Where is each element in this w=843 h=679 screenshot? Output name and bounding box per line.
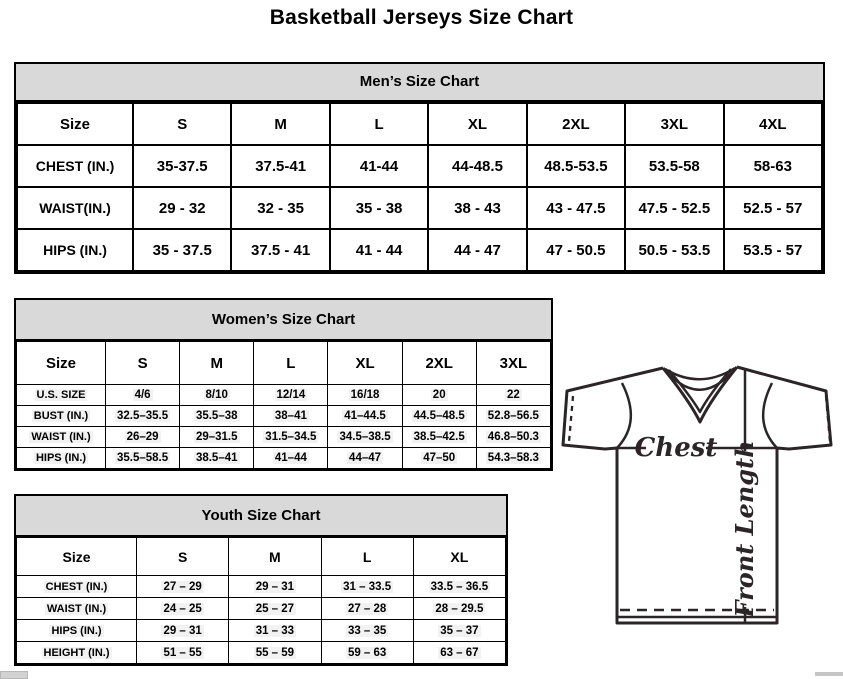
value-cell — [476, 427, 550, 448]
table-row — [17, 598, 506, 620]
value-cell: 53.5 - 57 — [724, 229, 822, 271]
value-cell: 41-44 — [330, 145, 428, 187]
value-cell — [402, 385, 476, 406]
value-cell — [413, 620, 505, 642]
value-cell: 35-37.5 — [133, 145, 231, 187]
value-cell — [254, 406, 328, 427]
cell-text: 31 – 33 — [255, 624, 295, 637]
column-header: Size — [17, 538, 137, 576]
value-cell: 50.5 - 53.5 — [625, 229, 723, 271]
column-header: L — [321, 538, 413, 576]
cell-text: 8/10 — [205, 389, 228, 401]
cell-text: 35 – 37 — [440, 624, 479, 637]
youth-table-grid — [16, 537, 506, 664]
cell-text: 38.5–42.5 — [413, 431, 465, 443]
value-cell: 44-48.5 — [428, 145, 526, 187]
value-cell — [328, 448, 402, 469]
column-header: L — [330, 103, 428, 145]
cell-text: 22 — [506, 389, 520, 401]
value-cell — [328, 406, 402, 427]
youth-size-table — [14, 494, 508, 666]
table-row — [17, 642, 506, 664]
row-label-cell — [17, 385, 106, 406]
cell-text: 46.8–50.3 — [487, 431, 539, 443]
page-title: Basketball Jerseys Size Chart — [269, 6, 574, 29]
row-label-cell — [17, 406, 106, 427]
cell-text: 27 – 28 — [347, 602, 387, 615]
value-cell — [321, 642, 413, 664]
cell-text: 28 – 29.5 — [435, 602, 484, 615]
womens-size-table — [14, 298, 553, 471]
row-label-cell: WAIST(IN.) — [17, 187, 133, 229]
size-header-row — [17, 538, 506, 576]
cell-text: 26–29 — [126, 431, 159, 443]
size-header-row — [17, 103, 822, 145]
value-cell — [402, 448, 476, 469]
table-row — [17, 145, 822, 187]
column-header: 2XL — [527, 103, 625, 145]
value-cell — [229, 598, 321, 620]
cell-text: 35.5–38 — [195, 410, 238, 422]
cell-text: U.S. SIZE — [36, 389, 86, 401]
cell-text: 29 – 31 — [163, 624, 202, 637]
cell-text: 25 – 27 — [255, 602, 295, 615]
cell-text: 59 – 63 — [347, 646, 387, 659]
value-cell: 37.5 - 41 — [231, 229, 329, 271]
cell-text: 4/6 — [134, 389, 151, 401]
value-cell — [137, 620, 229, 642]
value-cell: 35 - 38 — [330, 187, 428, 229]
value-cell: 38 - 43 — [428, 187, 526, 229]
value-cell — [413, 598, 505, 620]
cell-text: 29–31.5 — [195, 431, 238, 443]
value-cell: 35 - 37.5 — [133, 229, 231, 271]
value-cell: 52.5 - 57 — [724, 187, 822, 229]
value-cell — [328, 427, 402, 448]
front-length-label: Front Length — [730, 440, 759, 618]
row-label-cell — [17, 598, 137, 620]
value-cell: 37.5-41 — [231, 145, 329, 187]
value-cell — [476, 406, 550, 427]
value-cell: 41 - 44 — [330, 229, 428, 271]
value-cell — [413, 576, 505, 598]
value-cell: 47 - 50.5 — [527, 229, 625, 271]
cell-text: WAIST (IN.) — [46, 602, 107, 615]
cell-text: 31.5–34.5 — [265, 431, 317, 443]
cell-text: 52.8–56.5 — [487, 410, 539, 422]
cell-text: 34.5–38.5 — [339, 431, 391, 443]
row-label-cell — [17, 427, 106, 448]
cuff-stitch-left — [569, 396, 573, 442]
value-cell — [229, 576, 321, 598]
youth-table-title: Youth Size Chart — [16, 496, 506, 537]
cell-text: 41–44.5 — [344, 410, 386, 422]
cell-text: CHEST (IN.) — [45, 580, 108, 593]
cell-text: HIPS (IN.) — [51, 624, 102, 637]
table-row — [17, 620, 506, 642]
scrollbar-fragment-left[interactable] — [0, 671, 28, 679]
value-cell — [321, 576, 413, 598]
column-header: XL — [328, 342, 402, 385]
cell-text: 32.5–35.5 — [116, 410, 169, 422]
value-cell — [137, 576, 229, 598]
value-cell: 32 - 35 — [231, 187, 329, 229]
cell-text: 63 – 67 — [440, 646, 479, 659]
cell-text: 35.5–58.5 — [116, 452, 169, 464]
value-cell: 43 - 47.5 — [527, 187, 625, 229]
table-row — [17, 406, 551, 427]
cell-text: WAIST (IN.) — [31, 431, 91, 443]
cell-text: 16/18 — [350, 389, 380, 401]
cell-text: 44–47 — [349, 452, 382, 464]
table-row — [17, 385, 551, 406]
cell-text: 33.5 – 36.5 — [430, 580, 489, 593]
cell-text: 12/14 — [276, 389, 306, 401]
column-header: S — [133, 103, 231, 145]
table-row — [17, 448, 551, 469]
column-header: M — [229, 538, 321, 576]
cell-text: 33 – 35 — [347, 624, 387, 637]
value-cell — [229, 620, 321, 642]
value-cell — [137, 598, 229, 620]
value-cell — [476, 448, 550, 469]
column-header: M — [180, 342, 254, 385]
value-cell — [106, 427, 180, 448]
column-header: 3XL — [476, 342, 550, 385]
value-cell — [402, 406, 476, 427]
column-header: Size — [17, 103, 133, 145]
value-cell — [106, 385, 180, 406]
column-header: S — [137, 538, 229, 576]
value-cell — [254, 385, 328, 406]
value-cell: 47.5 - 52.5 — [625, 187, 723, 229]
cell-text: 47–50 — [423, 452, 456, 464]
cell-text: 41–44 — [274, 452, 307, 464]
chest-label: Chest — [634, 433, 718, 463]
cell-text: 54.3–58.3 — [487, 452, 539, 464]
value-cell — [254, 448, 328, 469]
mens-table-title: Men’s Size Chart — [16, 64, 823, 102]
column-header: XL — [428, 103, 526, 145]
jersey-measurement-diagram — [556, 356, 843, 648]
value-cell — [321, 620, 413, 642]
value-cell: 29 - 32 — [133, 187, 231, 229]
value-cell — [254, 427, 328, 448]
column-header: M — [231, 103, 329, 145]
value-cell — [328, 385, 402, 406]
value-cell: 48.5-53.5 — [527, 145, 625, 187]
row-label-cell — [17, 448, 106, 469]
table-row — [17, 427, 551, 448]
armhole-seam-right — [763, 383, 777, 448]
cell-text: 31 – 33.5 — [343, 580, 392, 593]
column-header: 4XL — [724, 103, 822, 145]
value-cell — [180, 427, 254, 448]
value-cell — [476, 385, 550, 406]
value-cell — [402, 427, 476, 448]
cell-text: 38.5–41 — [195, 452, 238, 464]
value-cell — [180, 406, 254, 427]
cell-text: 29 – 31 — [255, 580, 295, 593]
cell-text: HEIGHT (IN.) — [43, 646, 110, 659]
value-cell — [180, 448, 254, 469]
value-cell — [413, 642, 505, 664]
armhole-seam-left — [617, 383, 631, 448]
womens-table-title: Women’s Size Chart — [16, 300, 551, 341]
column-header: 3XL — [625, 103, 723, 145]
cell-text: 24 – 25 — [163, 602, 202, 615]
table-row — [17, 187, 822, 229]
mens-size-table — [14, 62, 825, 274]
column-header: XL — [413, 538, 505, 576]
table-row — [17, 229, 822, 271]
column-header: 2XL — [402, 342, 476, 385]
value-cell: 58-63 — [724, 145, 822, 187]
column-header: S — [106, 342, 180, 385]
mens-table-grid — [16, 102, 823, 272]
cell-text: HIPS (IN.) — [35, 452, 87, 464]
scrollbar-fragment-right[interactable] — [815, 672, 843, 676]
value-cell — [229, 642, 321, 664]
size-header-row — [17, 342, 551, 385]
row-label-cell — [17, 620, 137, 642]
cell-text: 51 – 55 — [163, 646, 202, 659]
value-cell — [321, 598, 413, 620]
cell-text: BUST (IN.) — [33, 410, 89, 422]
value-cell: 44 - 47 — [428, 229, 526, 271]
cell-text: 55 – 59 — [255, 646, 295, 659]
cell-text: 20 — [432, 389, 446, 401]
column-header: Size — [17, 342, 106, 385]
row-label-cell — [17, 576, 137, 598]
value-cell — [106, 406, 180, 427]
row-label-cell: HIPS (IN.) — [17, 229, 133, 271]
value-cell — [106, 448, 180, 469]
row-label-cell: CHEST (IN.) — [17, 145, 133, 187]
cell-text: 27 – 29 — [163, 580, 202, 593]
value-cell — [137, 642, 229, 664]
cell-text: 38–41 — [274, 410, 307, 422]
womens-table-grid — [16, 341, 551, 469]
value-cell: 53.5-58 — [625, 145, 723, 187]
value-cell — [180, 385, 254, 406]
front-length-label-group — [730, 440, 759, 618]
cell-text: 44.5–48.5 — [413, 410, 465, 422]
column-header: L — [254, 342, 328, 385]
row-label-cell — [17, 642, 137, 664]
table-row — [17, 576, 506, 598]
